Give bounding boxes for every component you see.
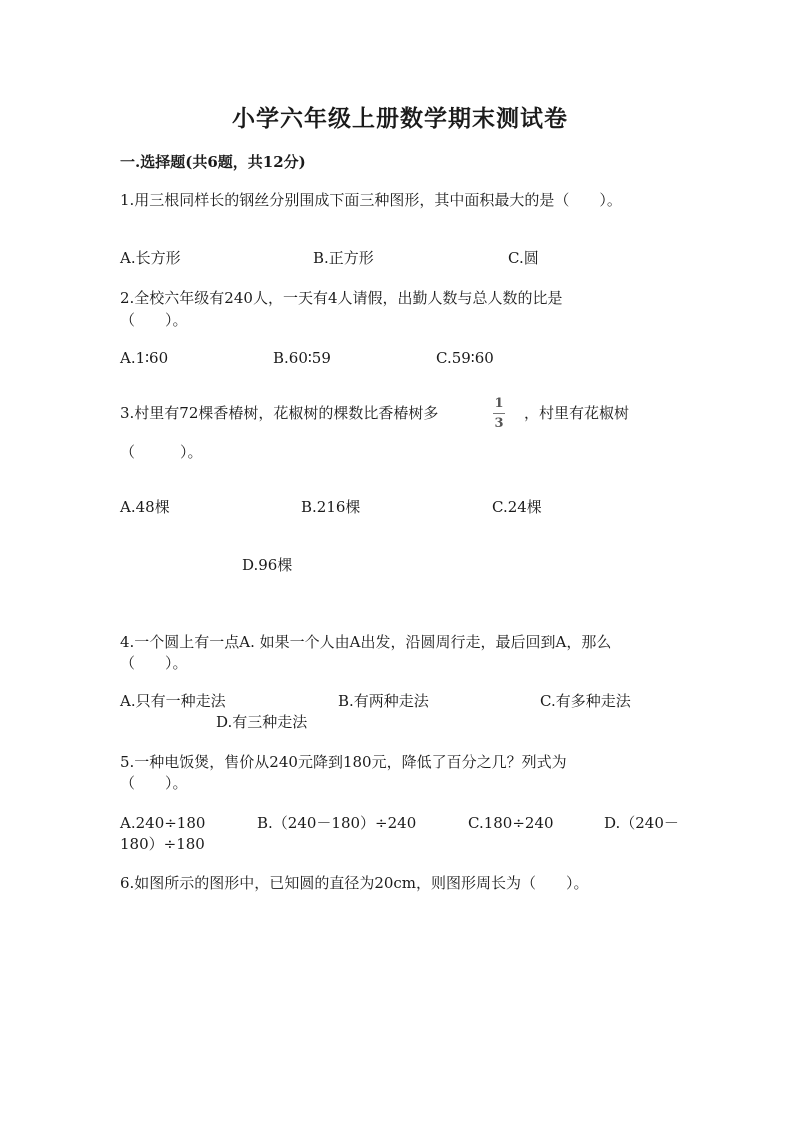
question-4-blank: （ ）。 (120, 654, 188, 672)
question-5-text: 5.一种电饭煲，售价从240元降到180元，降低了百分之几？列式为 (120, 753, 567, 771)
fraction-bar (493, 413, 505, 414)
question-3-text-cont: ，村里有花椒树 (524, 404, 630, 422)
question-1-text: 1.用三根同样长的钢丝分别围成下面三种图形，其中面积最大的是（ ）。 (120, 191, 622, 209)
fraction-one-third (491, 397, 507, 431)
question-2-option-b: B.60∶59 (273, 349, 331, 367)
question-3-blank: （ ）。 (120, 443, 203, 461)
question-3-text: 3.村里有72棵香椿树，花椒树的棵数比香椿树多 (120, 404, 439, 422)
question-4-option-c: C.有多种走法 (540, 692, 631, 710)
question-1-option-b: B.正方形 (313, 249, 374, 267)
question-6-text: 6.如图所示的图形中，已知圆的直径为20cm，则图形周长为（ ）。 (120, 874, 589, 892)
page-title: 小学六年级上册数学期末测试卷 (232, 105, 568, 132)
question-5-blank: （ ）。 (120, 774, 188, 792)
question-2-option-a: A.1∶60 (120, 349, 169, 367)
question-3-option-d: D.96棵 (242, 556, 293, 574)
question-5-option-b: B.（240－180）÷240 (257, 814, 417, 832)
question-1-option-a: A.长方形 (120, 249, 181, 267)
question-2-blank: （ ）。 (120, 311, 188, 329)
question-4-option-a: A.只有一种走法 (120, 692, 226, 710)
question-1-option-c: C.圆 (508, 249, 539, 267)
question-3-option-a: A.48棵 (120, 498, 170, 516)
question-5-option-d-cont: 180）÷180 (120, 835, 205, 853)
question-4-text: 4.一个圆上有一点A. 如果一个人由A出发，沿圆周行走，最后回到A，那么 (120, 633, 612, 651)
question-3-option-c: C.24棵 (492, 498, 542, 516)
question-2-option-c: C.59∶60 (436, 349, 494, 367)
question-3-option-b: B.216棵 (301, 498, 361, 516)
section-heading: 一.选择题(共6题，共12分) (120, 153, 306, 171)
question-2-text: 2.全校六年级有240人，一天有4人请假，出勤人数与总人数的比是 (120, 289, 563, 307)
question-5-option-a: A.240÷180 (120, 814, 206, 832)
question-4-option-d: D.有三种走法 (216, 713, 308, 731)
fraction-numerator: 1 (494, 396, 504, 411)
fraction-denominator: 3 (494, 416, 504, 431)
question-5-option-c: C.180÷240 (468, 814, 554, 832)
question-4-option-b: B.有两种走法 (338, 692, 429, 710)
question-5-option-d: D.（240－ (604, 814, 679, 832)
